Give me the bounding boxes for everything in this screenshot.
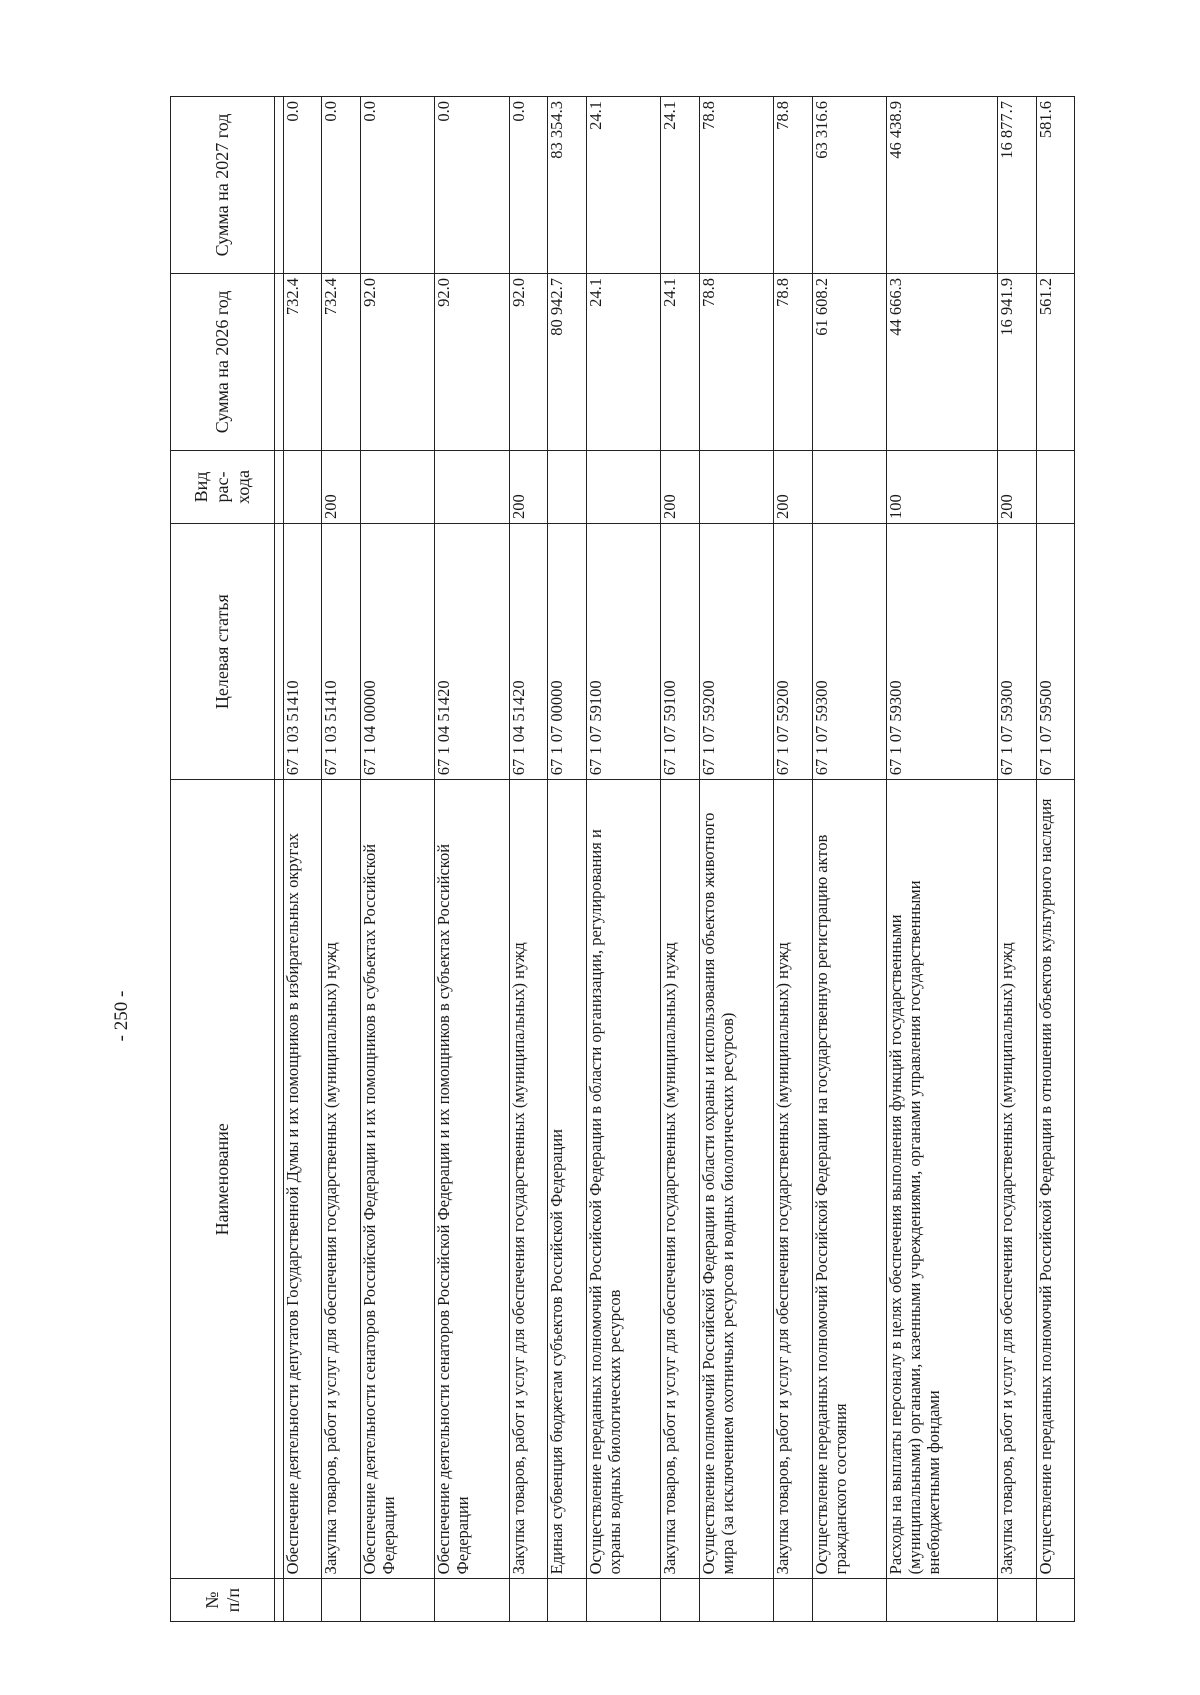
cell-code: 67 1 07 59200 bbox=[774, 524, 812, 780]
cell-name: Осуществление переданных полномочий Российской Федерации в области организации, регулирования и охраны водных биологических ресурсов bbox=[586, 780, 661, 1579]
cell-vid: 100 bbox=[887, 450, 998, 523]
cell-num bbox=[548, 1579, 586, 1622]
cell-sum-2026: 732.4 bbox=[284, 273, 322, 450]
cell-name: Единая субвенция бюджетам субъектов Российской Федерации bbox=[548, 780, 586, 1579]
cell-vid bbox=[812, 450, 887, 523]
cell-name: Осуществление полномочий Российской Федерации в области охраны и использования объектов животного мира (за исключением охотничьих ресурсов и водных биологических ресурсов) bbox=[699, 780, 774, 1579]
cell-num bbox=[774, 1579, 812, 1622]
cell-code: 67 1 07 59300 bbox=[812, 524, 887, 780]
cell-vid: 200 bbox=[998, 450, 1036, 523]
cell-vid bbox=[586, 450, 661, 523]
cell-sum-2026: 92.0 bbox=[360, 273, 435, 450]
cell-sum-2027: 24.1 bbox=[586, 97, 661, 274]
table-row bbox=[774, 97, 812, 1622]
cell-num bbox=[360, 1579, 435, 1622]
column-header-sum-2026: Сумма на 2026 год bbox=[171, 273, 275, 450]
budget-table bbox=[170, 96, 1075, 1622]
table-row bbox=[1036, 97, 1074, 1622]
column-header-name: Наименование bbox=[171, 780, 275, 1579]
table-row bbox=[812, 97, 887, 1622]
cell-code: 67 1 07 00000 bbox=[548, 524, 586, 780]
cell-name: Обеспечение деятельности депутатов Государственной Думы и их помощников в избирательных округах bbox=[284, 780, 322, 1579]
table-row bbox=[322, 97, 360, 1622]
cell-code: 67 1 03 51410 bbox=[284, 524, 322, 780]
cell-name: Обеспечение деятельности сенаторов Российской Федерации и их помощников в субъектах Российской Федерации bbox=[360, 780, 435, 1579]
cell-sum-2026: 16 941.9 bbox=[998, 273, 1036, 450]
cell-code: 67 1 04 00000 bbox=[360, 524, 435, 780]
cell-code: 67 1 03 51410 bbox=[322, 524, 360, 780]
cell-name: Закупка товаров, работ и услуг для обеспечения государственных (муниципальных) нужд bbox=[774, 780, 812, 1579]
cell-sum-2027: 46 438.9 bbox=[887, 97, 998, 274]
column-header-num: № п/п bbox=[171, 1579, 275, 1622]
column-header-sum-2027: Сумма на 2027 год bbox=[171, 97, 275, 274]
cell-name: Закупка товаров, работ и услуг для обеспечения государственных (муниципальных) нужд bbox=[322, 780, 360, 1579]
cell-sum-2027: 78.8 bbox=[774, 97, 812, 274]
page-number: - 250 - bbox=[111, 990, 132, 1042]
cell-vid bbox=[435, 450, 510, 523]
cell-vid bbox=[548, 450, 586, 523]
cell-sum-2026: 24.1 bbox=[661, 273, 699, 450]
cell-vid bbox=[1036, 450, 1074, 523]
cell-vid bbox=[699, 450, 774, 523]
table-row bbox=[435, 97, 510, 1622]
table-row bbox=[284, 97, 322, 1622]
cell-code: 67 1 07 59300 bbox=[887, 524, 998, 780]
cell-sum-2027: 0.0 bbox=[360, 97, 435, 274]
cell-num bbox=[661, 1579, 699, 1622]
cell-name: Осуществление переданных полномочий Российской Федерации на государственную регистрацию актов гражданского состояния bbox=[812, 780, 887, 1579]
cell-sum-2027: 24.1 bbox=[661, 97, 699, 274]
table-row bbox=[887, 97, 998, 1622]
cell-name: Расходы на выплаты персоналу в целях обеспечения выполнения функций государственными (муниципальными) органами, казенными учреждениями, органами управления государственными внебюджетными фондами bbox=[887, 780, 998, 1579]
table-row bbox=[699, 97, 774, 1622]
cell-code: 67 1 04 51420 bbox=[509, 524, 547, 780]
cell-num bbox=[586, 1579, 661, 1622]
cell-num bbox=[322, 1579, 360, 1622]
cell-code: 67 1 07 59100 bbox=[586, 524, 661, 780]
cell-num bbox=[435, 1579, 510, 1622]
cell-vid: 200 bbox=[322, 450, 360, 523]
table-body bbox=[275, 97, 1075, 1622]
cell-sum-2026: 732.4 bbox=[322, 273, 360, 450]
cell-vid: 200 bbox=[774, 450, 812, 523]
cell-num bbox=[812, 1579, 887, 1622]
cell-sum-2026: 24.1 bbox=[586, 273, 661, 450]
cell-num bbox=[1036, 1579, 1074, 1622]
cell-sum-2026: 78.8 bbox=[699, 273, 774, 450]
table-header-row bbox=[171, 97, 275, 1622]
cell-code: 67 1 07 59500 bbox=[1036, 524, 1074, 780]
cell-sum-2027: 16 877.7 bbox=[998, 97, 1036, 274]
cell-sum-2027: 0.0 bbox=[435, 97, 510, 274]
cell-name: Закупка товаров, работ и услуг для обеспечения государственных (муниципальных) нужд bbox=[998, 780, 1036, 1579]
cell-vid bbox=[360, 450, 435, 523]
cell-sum-2026: 78.8 bbox=[774, 273, 812, 450]
cell-sum-2026: 61 608.2 bbox=[812, 273, 887, 450]
cell-num bbox=[998, 1579, 1036, 1622]
cell-vid: 200 bbox=[661, 450, 699, 523]
table-row bbox=[586, 97, 661, 1622]
cell-sum-2027: 0.0 bbox=[322, 97, 360, 274]
cell-num bbox=[509, 1579, 547, 1622]
cell-name: Осуществление переданных полномочий Российской Федерации в отношении объектов культурного наследия bbox=[1036, 780, 1074, 1579]
cell-sum-2027: 83 354.3 bbox=[548, 97, 586, 274]
cell-sum-2027: 63 316.6 bbox=[812, 97, 887, 274]
cell-num bbox=[284, 1579, 322, 1622]
column-header-code: Целевая статья bbox=[171, 524, 275, 780]
cell-vid bbox=[284, 450, 322, 523]
cell-sum-2026: 80 942.7 bbox=[548, 273, 586, 450]
cell-sum-2026: 561.2 bbox=[1036, 273, 1074, 450]
table-row bbox=[998, 97, 1036, 1622]
cell-sum-2026: 92.0 bbox=[509, 273, 547, 450]
cell-num bbox=[887, 1579, 998, 1622]
table-row bbox=[360, 97, 435, 1622]
cell-sum-2027: 0.0 bbox=[284, 97, 322, 274]
cell-sum-2026: 44 666.3 bbox=[887, 273, 998, 450]
cell-code: 67 1 07 59200 bbox=[699, 524, 774, 780]
cell-code: 67 1 04 51420 bbox=[435, 524, 510, 780]
table-row bbox=[661, 97, 699, 1622]
budget-table-container bbox=[170, 96, 1075, 1622]
cell-name: Обеспечение деятельности сенаторов Российской Федерации и их помощников в субъектах Российской Федерации bbox=[435, 780, 510, 1579]
table-row bbox=[509, 97, 547, 1622]
cell-vid: 200 bbox=[509, 450, 547, 523]
cell-sum-2027: 78.8 bbox=[699, 97, 774, 274]
cell-name: Закупка товаров, работ и услуг для обеспечения государственных (муниципальных) нужд bbox=[661, 780, 699, 1579]
cell-code: 67 1 07 59300 bbox=[998, 524, 1036, 780]
cell-name: Закупка товаров, работ и услуг для обеспечения государственных (муниципальных) нужд bbox=[509, 780, 547, 1579]
cell-sum-2026: 92.0 bbox=[435, 273, 510, 450]
cell-sum-2027: 0.0 bbox=[509, 97, 547, 274]
column-header-vid: Вид рас-хода bbox=[171, 450, 275, 523]
cell-code: 67 1 07 59100 bbox=[661, 524, 699, 780]
cell-num bbox=[699, 1579, 774, 1622]
table-row bbox=[548, 97, 586, 1622]
cell-sum-2027: 581.6 bbox=[1036, 97, 1074, 274]
